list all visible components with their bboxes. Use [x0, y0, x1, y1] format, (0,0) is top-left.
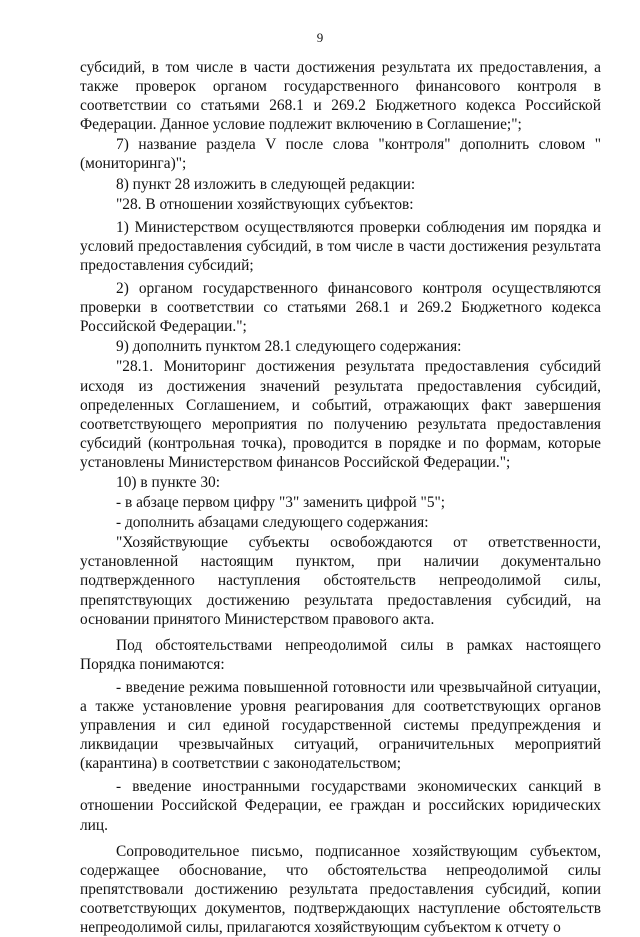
paragraph-dash-add: - дополнить абзацами следующего содержания: [116, 514, 429, 532]
paragraph-item-10: 10) в пункте 30: [116, 473, 220, 491]
paragraph-clause-28: "28. В отношении хозяйствующих субъектов: [116, 195, 414, 213]
paragraph-item-7: 7) название раздела V после слова "контроля" дополнить словом "(мониторинга)"; [80, 136, 601, 173]
page-number: 9 [316, 30, 324, 45]
paragraph-force-majeure-emergency: - введение режима повышенной готовности или чрезвычайной ситуации, а также установление уровня реагирования для соответствующих органов управления и сил единой государственной системы предупреждения и ликвидации чрезвычайных ситуаций, ограничительных мероприятий (карантина) в соответствии с законодательством; [80, 678, 601, 773]
paragraph-exemption: "Хозяйствующие субъекты освобождаются от ответственности, установленной настоящим пунктом, при наличии документально подтвержденного наступления обстоятельств непреодолимой силы, препятствующих достижению результата предоставления субсидий, на основании принятого Министерством правового акта. [80, 534, 601, 628]
paragraph-clause-28-sub-2: 2) органом государственного финансового контроля осуществляются проверки в соответствии со статьями 268.1 и 269.2 Бюджетного кодекса Российской Федерации."; [80, 280, 601, 336]
paragraph-item-9: 9) дополнить пунктом 28.1 следующего содержания: [116, 338, 462, 356]
paragraph-cover-letter: Сопроводительное письмо, подписанное хозяйствующим субъектом, содержащее обоснование, что обстоятельства непреодолимой силы препятствовали достижению результата предоставления субсидий, копии соответствующих документов, подтверждающих наступление обстоятельств непреодолимой силы, прилагаются хозяйствующим субъектом к отчету о [80, 842, 601, 937]
paragraph-clause-28-sub-1: 1) Министерством осуществляются проверки соблюдения им порядка и условий предоставления субсидий, в том числе в части достижения результата предоставления субсидий; [80, 218, 601, 274]
paragraph-force-majeure-sanctions: - введение иностранными государствами экономических санкций в отношении Российской Федерации, ее граждан и российских юридических лиц. [80, 778, 601, 834]
paragraph-force-majeure-intro: Под обстоятельствами непреодолимой силы в рамках настоящего Порядка понимаются: [80, 636, 601, 673]
paragraph-clause-28-1: "28.1. Мониторинг достижения результата предоставления субсидий исходя из достижения значений результата предоставления субсидий, определенных Соглашением, и событий, отражающих факт завершения соответствующего мероприятия по получению результата предоставления субсидий (контрольная точка), проводится в порядке и по формам, которые установлены Министерством финансов Российской Федерации."; [80, 358, 601, 471]
paragraph-item-8: 8) пункт 28 изложить в следующей редакции: [116, 175, 416, 193]
paragraph-continuation: субсидий, в том числе в части достижения результата их предоставления, а также проверок органом государственного финансового контроля в соответствии со статьями 268.1 и 269.2 Бюджетного кодекса Российской Федерации. Данное условие подлежит включению в Соглашение;"; [80, 59, 601, 134]
paragraph-dash-replace: - в абзаце первом цифру "3" заменить цифрой "5"; [116, 494, 446, 512]
document-body [80, 58, 601, 937]
